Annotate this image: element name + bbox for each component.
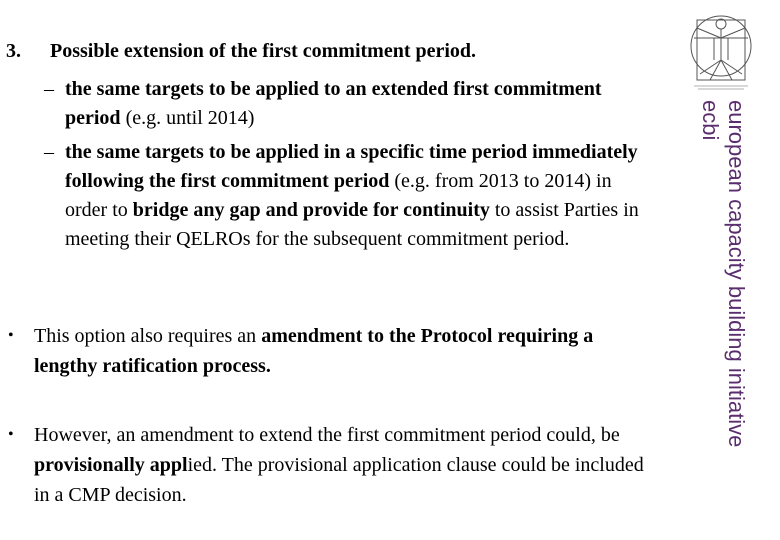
bullet-text: However, an amendment to extend the first commitment period could, be: [34, 424, 620, 446]
bullet-bold-text: amendment to the Protocol requiring a lengthy ratification process.: [34, 325, 594, 377]
vitruvian-man-icon: [686, 8, 756, 94]
bullet-bold-text: provisionally appl: [34, 454, 188, 476]
bullet-text: ied. The provisional application clause could be included in a CMP decision.: [34, 454, 644, 506]
section-heading: [6, 38, 646, 64]
bullet-provisional-application: [8, 420, 656, 510]
bullet-marker: •: [8, 426, 14, 443]
sub-item-text: (e.g. until 2014): [120, 107, 255, 129]
sub-item-bold-text: the same targets to be applied in a specific time period immediately following the first commitment period: [65, 141, 638, 192]
dash-marker: –: [44, 78, 54, 100]
sub-item-text: to assist Parties in meeting their QELROs for the subsequent commitment period.: [65, 199, 639, 250]
organization-name: european capacity building initiative: [724, 100, 749, 448]
organization-label: [697, 100, 749, 447]
bullet-marker: •: [8, 327, 14, 344]
organization-acronym: ecbi: [698, 100, 723, 141]
bullet-text: This option also requires an: [34, 325, 262, 347]
sub-item-specific-period: [44, 138, 656, 254]
sub-item-text: (e.g. from 2013 to 2014) in order to: [65, 170, 612, 221]
section-number: 3.: [6, 40, 21, 62]
sub-item-extended-period: [44, 75, 656, 133]
sub-item-bold-text: the same targets to be applied to an extended first commitment period: [65, 78, 602, 129]
sub-item-bold-text: bridge any gap and provide for continuity: [132, 199, 490, 221]
section-title: Possible extension of the first commitment period.: [50, 40, 477, 62]
dash-marker: –: [44, 141, 54, 163]
bullet-amendment-required: [8, 321, 656, 381]
